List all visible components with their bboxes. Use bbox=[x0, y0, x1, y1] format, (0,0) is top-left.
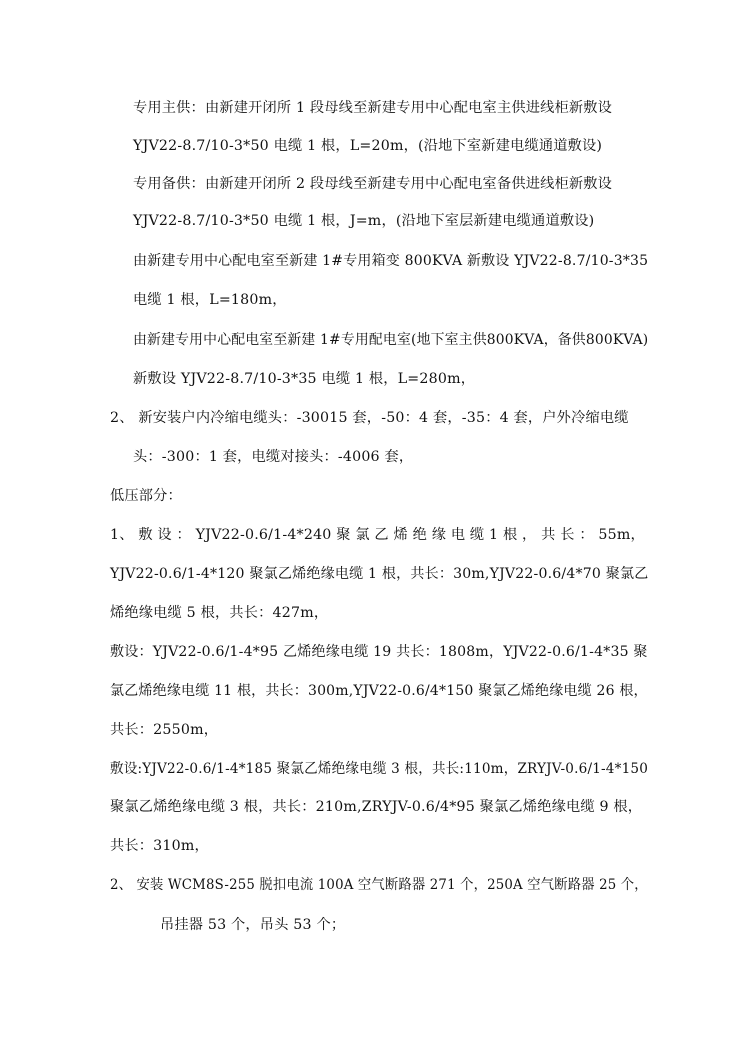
list-item-line: 2、 新安装户内冷缩电缆头：-30015 套，-50：4 套，-35：4 套，户外冷缩电缆 bbox=[110, 410, 629, 426]
paragraph-line: YJV22-8.7/10-3*50 电缆 1 根，L=20m，(沿地下室新建电缆通道敷设) bbox=[133, 138, 603, 154]
paragraph-line: 由新建专用中心配电室至新建 1#专用配电室(地下室主供800KVA，备供800KVA) bbox=[133, 332, 649, 348]
paragraph-line: 敷设：YJV22-0.6/1-4*95 乙烯绝缘电缆 19 共长：1808m，YJV22-0.6/1-4*35 聚 bbox=[110, 644, 648, 660]
list-item-line: 头：-300：1 套，电缆对接头：-4006 套， bbox=[133, 449, 414, 465]
paragraph-line: 共长：310m， bbox=[110, 838, 209, 854]
paragraph-line: 氯乙烯绝缘电缆 11 根，共长：300m,YJV22-0.6/4*150 聚氯乙烯绝缘电缆 26 根， bbox=[110, 683, 648, 699]
paragraph-line: 由新建专用中心配电室至新建 1#专用箱变 800KVA 新敷设 YJV22-8.7/10-3*35 bbox=[133, 253, 649, 269]
paragraph-line: 烯绝缘电缆 5 根，共长：427m， bbox=[110, 605, 329, 621]
list-item-line: 吊挂器 53 个，吊头 53 个； bbox=[160, 917, 346, 933]
paragraph-line: 敷设:YJV22-0.6/1-4*185 聚氯乙烯绝缘电缆 3 根，共长:110m，ZRYJV-0.6/1-4*150 bbox=[110, 761, 649, 777]
paragraph-line: 新敷设 YJV22-8.7/10-3*35 电缆 1 根，L=280m， bbox=[133, 371, 476, 387]
paragraph-line: 电缆 1 根，L=180m， bbox=[133, 292, 287, 308]
paragraph-line: YJV22-8.7/10-3*50 电缆 1 根，J=m，(沿地下室层新建电缆通道敷设) bbox=[133, 213, 595, 229]
paragraph-line: 共长：2550m， bbox=[110, 722, 219, 738]
paragraph-line: 专用主供：由新建开闭所 1 段母线至新建专用中心配电室主供进线柜新敷设 bbox=[133, 100, 613, 116]
paragraph-line: 聚氯乙烯绝缘电缆 3 根，共长：210m,ZRYJV-0.6/4*95 聚氯乙烯绝缘电缆 9 根， bbox=[110, 799, 643, 815]
list-item-line: 1、 敷 设 ： YJV22-0.6/1-4*240 聚 氯 乙 烯 绝 缘 电 缆 1 根 ， 共 长 ： 55m， bbox=[110, 527, 645, 543]
list-item-line: 2、 安装 WCM8S-255 脱扣电流 100A 空气断路器 271 个，250A 空气断路器 25 个， bbox=[110, 877, 648, 893]
paragraph-line: 专用备供：由新建开闭所 2 段母线至新建专用中心配电室备供进线柜新敷设 bbox=[133, 176, 613, 192]
paragraph-line: YJV22-0.6/1-4*120 聚氯乙烯绝缘电缆 1 根，共长：30m,YJV22-0.6/4*70 聚氯乙 bbox=[110, 566, 649, 582]
section-heading: 低压部分： bbox=[110, 488, 182, 504]
